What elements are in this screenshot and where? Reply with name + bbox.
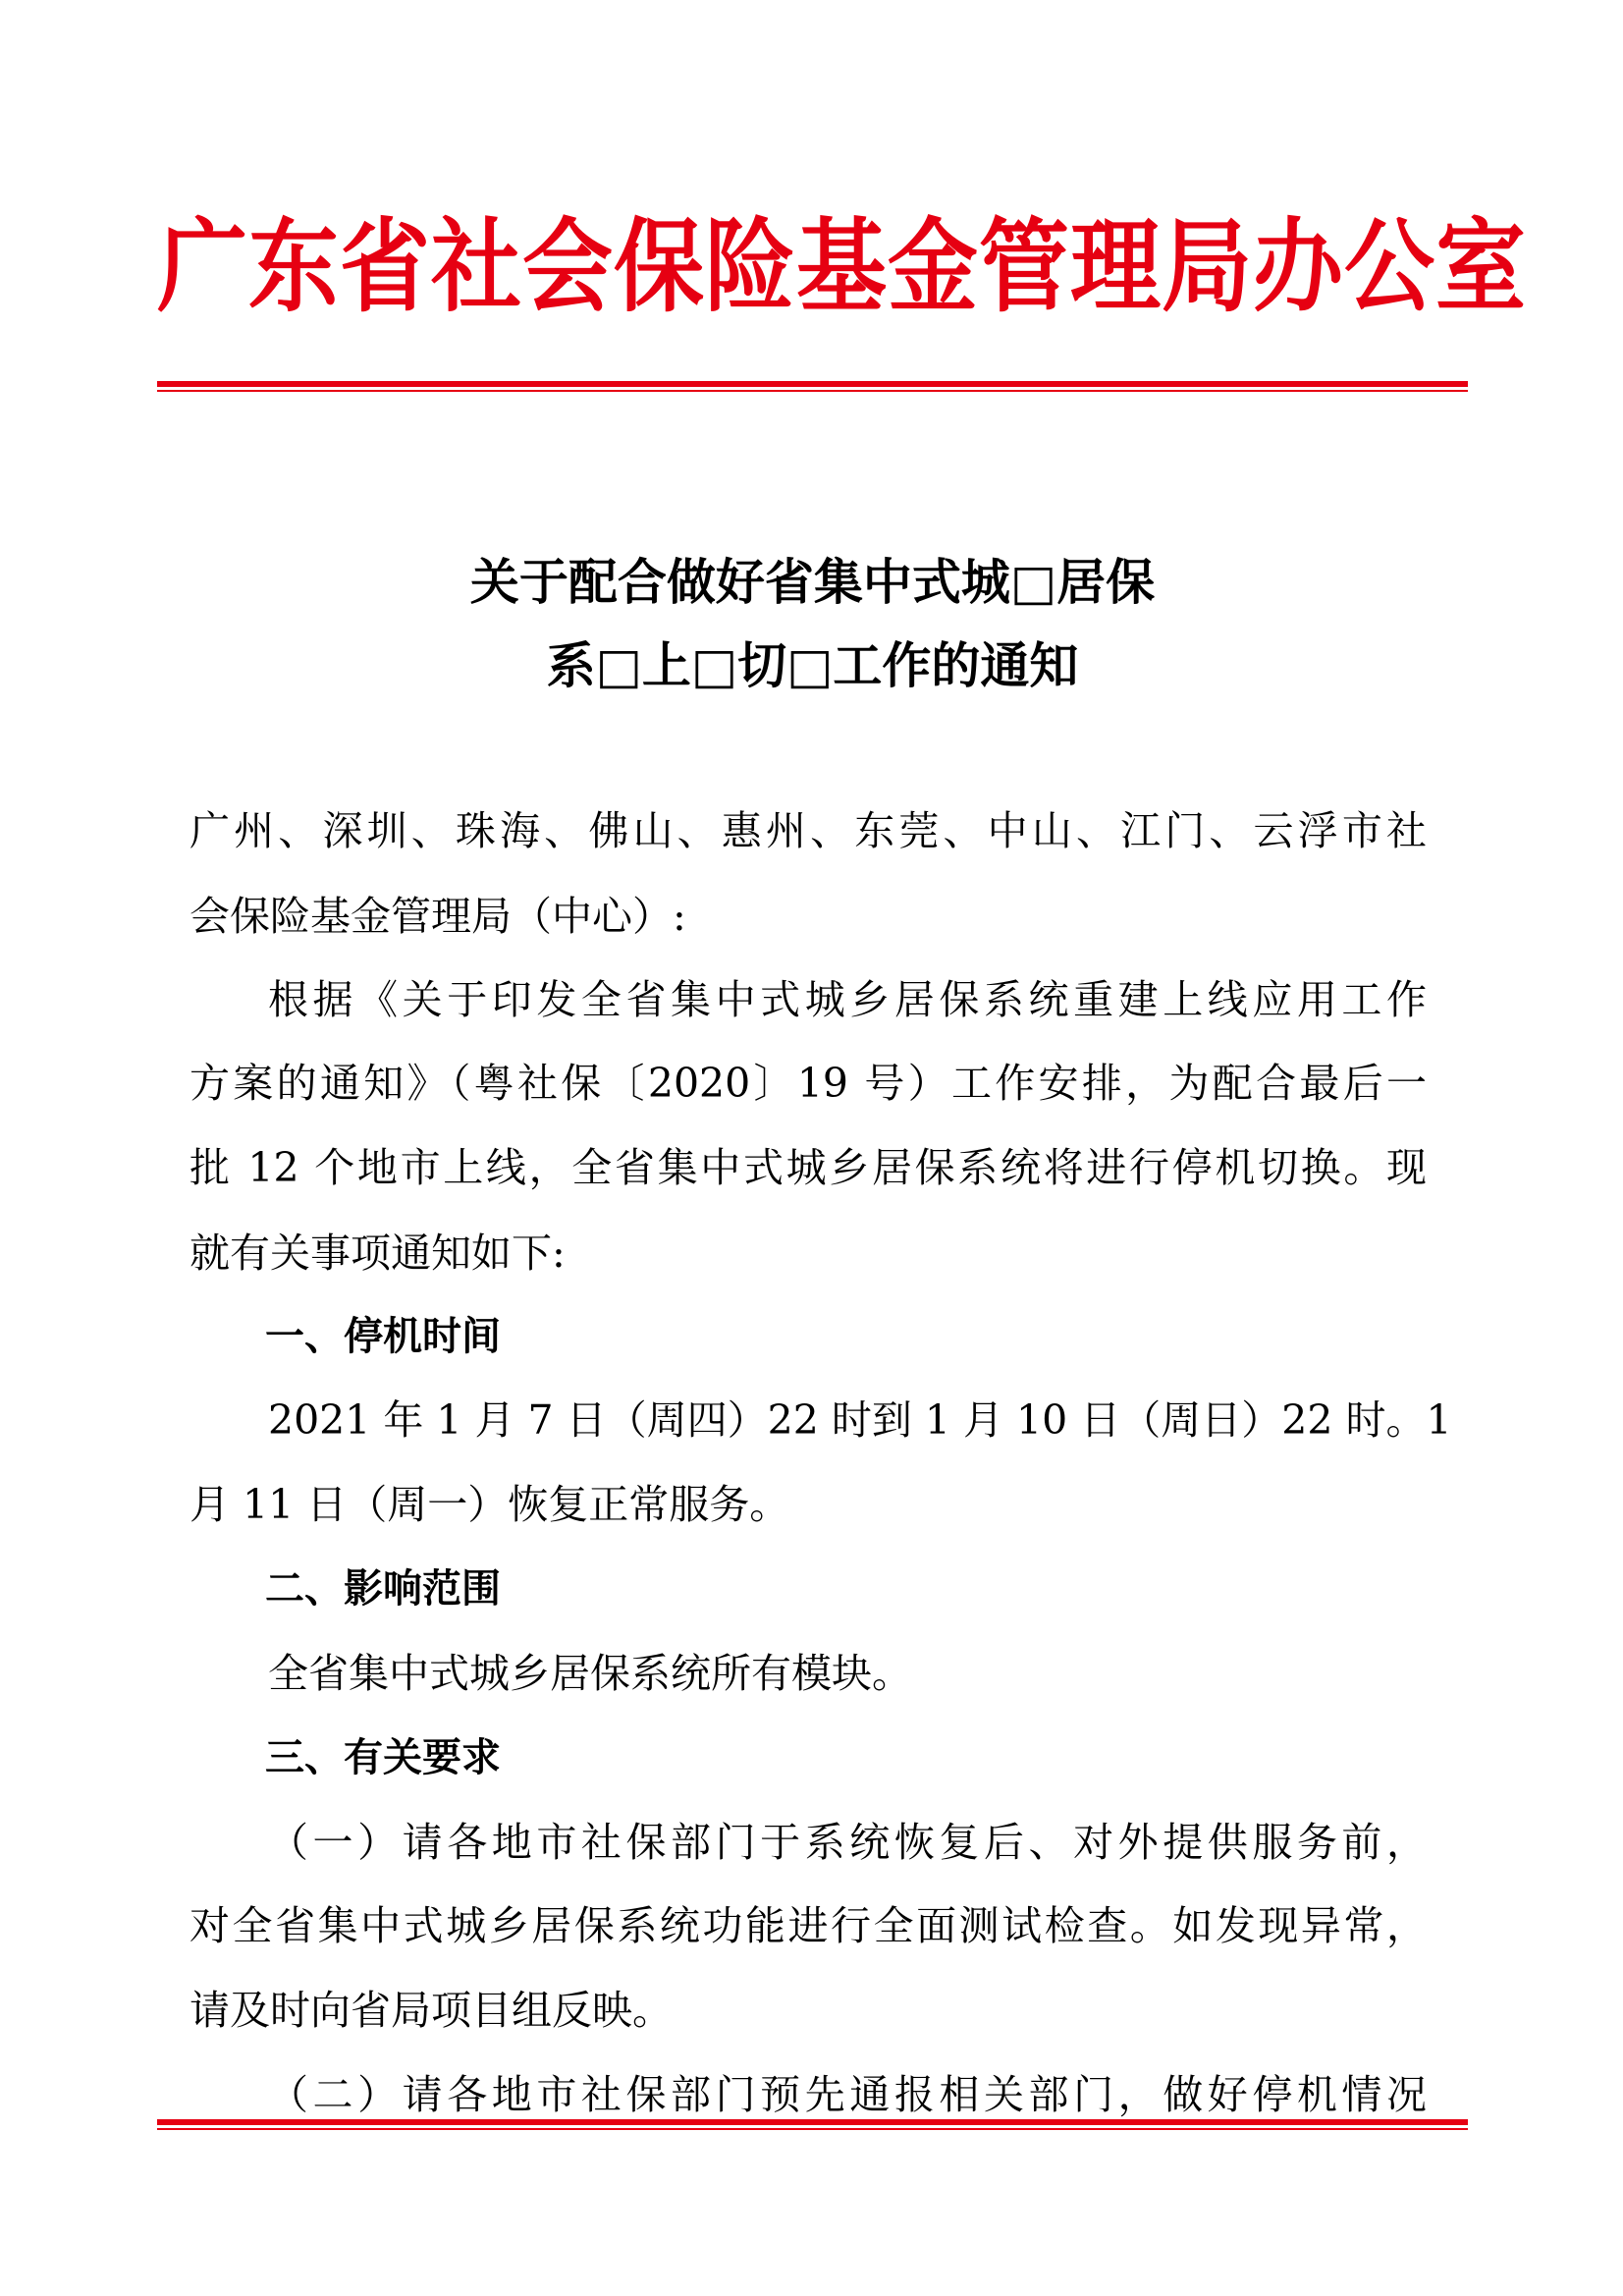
requirement-1-line-1: （一）请各地市社保部门于系统恢复后、对外提供服务前，: [268, 1819, 1427, 1866]
document-title-line-2: 系□上□切□工作的通知: [546, 637, 1079, 694]
downtime-line-1: 2021 年 1 月 7 日（周四）22 时到 1 月 10 日（周日）22 时。1: [268, 1396, 1452, 1444]
footer-divider: [157, 2119, 1468, 2130]
masthead-divider: [157, 381, 1468, 392]
section-heading-downtime: 一、停机时间: [265, 1314, 501, 1359]
requirement-1-line-2: 对全省集中式城乡居保系统功能进行全面测试检查。如发现异常，: [189, 1902, 1427, 1949]
section-heading-scope: 二、影响范围: [265, 1566, 501, 1612]
scope-line-1: 全省集中式城乡居保系统所有模块。: [268, 1650, 912, 1697]
requirement-2-line-1: （二）请各地市社保部门预先通报相关部门，做好停机情况: [268, 2071, 1427, 2118]
section-heading-requirements: 三、有关要求: [265, 1735, 501, 1780]
requirement-1-line-3: 请及时向省局项目组反映。: [189, 1987, 673, 2034]
addressee-line-2: 会保险基金管理局（中心）:: [189, 893, 686, 940]
masthead-title: 广东省社会保险基金管理局办公室: [157, 207, 1528, 326]
addressee-line-1: 广州、深圳、珠海、佛山、惠州、东莞、中山、江门、云浮市社: [189, 807, 1427, 854]
intro-line-3: 批 12 个地市上线，全省集中式城乡居保系统将进行停机切换。现: [189, 1144, 1427, 1191]
intro-line-2: 方案的通知》（粤社保〔2020〕19 号）工作安排，为配合最后一: [189, 1060, 1427, 1107]
intro-line-1: 根据《关于印发全省集中式城乡居保系统重建上线应用工作: [268, 976, 1427, 1023]
downtime-line-2: 月 11 日（周一）恢复正常服务。: [189, 1481, 790, 1528]
intro-line-4: 就有关事项通知如下:: [189, 1230, 566, 1277]
document-title-line-1: 关于配合做好省集中式城□居保: [469, 554, 1156, 611]
